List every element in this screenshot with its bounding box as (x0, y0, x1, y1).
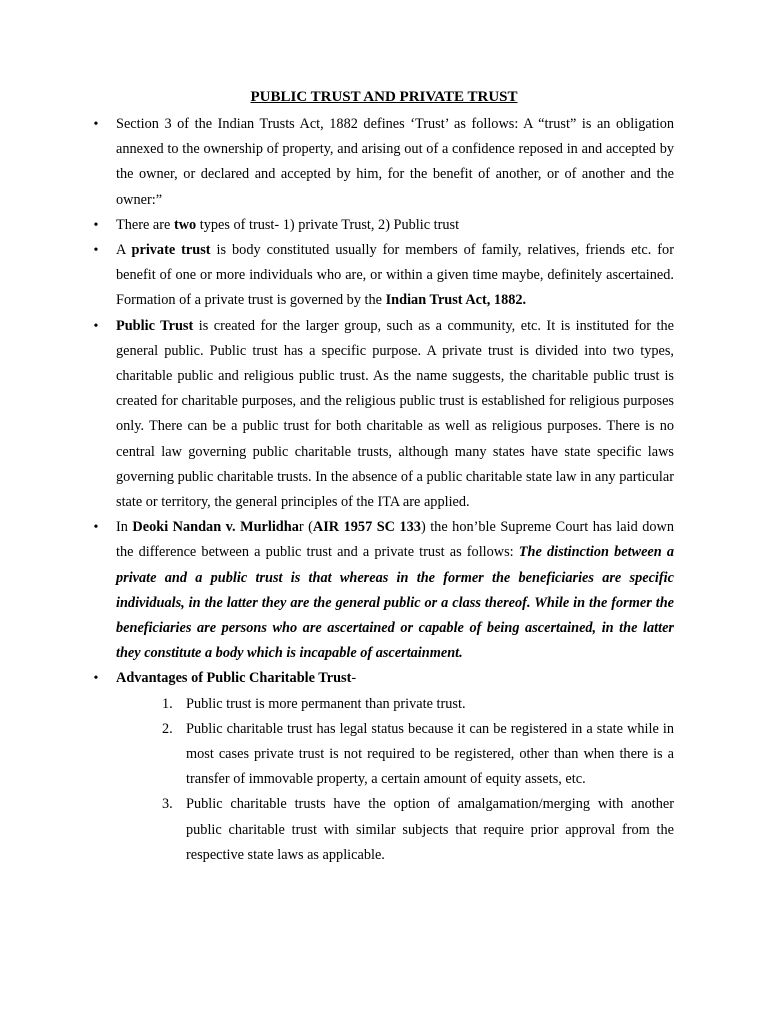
bullet-types (93, 213, 674, 238)
list-number: 3. (162, 796, 173, 813)
private-trust-text: is body constituted usually for members of family, relatives, friends etc. for benefit of one or more individuals who are, or within a given time maybe, definitely ascertained. Formation of a private trust is governed by the (116, 242, 674, 309)
list-item-text: Public charitable trust has legal status because it can be registered in a state while in most cases private trust is not required to be registered, other than when there is a transfer of immovable property, a certain amount of equity assets, etc. (186, 720, 674, 788)
page-title: PUBLIC TRUST AND PRIVATE TRUST (250, 89, 518, 105)
private-trust-term: private trust (131, 242, 211, 259)
bullet-icon: • (93, 217, 99, 233)
indian-trust-act: Indian Trust Act, 1882. (385, 292, 527, 309)
case-citation: AIR 1957 SC 133 (312, 519, 421, 536)
advantages-dash: - (351, 670, 357, 687)
case-pre: In (116, 519, 133, 536)
private-pre: A (116, 242, 132, 259)
bullet-icon: • (93, 671, 99, 687)
list-number: 1. (162, 695, 173, 712)
case-quote: The distinction between a private and a public trust is that whereas in the former the beneficiaries are specific individuals, in the latter they are the general public or a class thereof. While in the former the beneficiaries are persons who are ascertained or capable of being ascertained, in the latter they constitute a body which is incapable of ascertainment. (116, 544, 674, 662)
bullet-icon: • (93, 117, 99, 132)
bullet-case-law (93, 515, 674, 666)
public-trust-text: is created for the larger group, such as a community, etc. It is instituted for the general public. Public trust has a specific purpose. A private trust is divided into two types, charitable public and religious public trust. As the name suggests, the charitable public trust is created for charitable purposes, and the religious public trust is established for religious purposes only. There can be a public trust for both charitable as well as religious purposes. There is no central law governing public charitable trusts, although many states have state specific laws governing public charitable trusts. In the absence of a public charitable state law in any particular state or territory, the general principles of the ITA are applied. (116, 317, 674, 511)
list-item-text: Public trust is more permanent than private trust. (186, 695, 466, 712)
types-pre: There are (116, 216, 174, 233)
list-item (162, 792, 674, 868)
document-body (93, 112, 674, 868)
types-bold: two (173, 216, 197, 233)
list-number: 2. (162, 720, 173, 737)
list-item-text: Public charitable trusts have the option of amalgamation/merging with another public charitable trust with similar subjects that require prior approval from the respective state laws as applicable. (186, 796, 674, 863)
advantages-heading: Advantages of Public Charitable Trust (116, 670, 352, 687)
definition-text: Section 3 of the Indian Trusts Act, 1882 defines ‘Trust’ as follows: A “trust” is an obligation annexed to the ownership of property, and arising out of a confidence reposed in and accepted by the owner, or declared and accepted by him, for the benefit of another, or of another and the owner:” (116, 116, 674, 208)
bullet-icon: • (93, 520, 99, 536)
public-trust-term: Public Trust (116, 317, 194, 334)
bullet-definition (93, 112, 674, 213)
bullet-icon: • (93, 243, 99, 259)
bullet-private-trust (93, 238, 674, 314)
list-item (162, 692, 674, 717)
case-r: r ( (298, 519, 313, 536)
advantages-list (162, 692, 674, 868)
bullet-advantages (93, 666, 674, 691)
list-item (162, 717, 674, 793)
case-text: ) the hon’ble Supreme Court has laid down the difference between a public trust and a private trust as follows: (116, 519, 674, 561)
types-post: types of trust- 1) private Trust, 2) Public trust (196, 216, 460, 233)
case-name: Deoki Nandan v. Murlidha (132, 519, 299, 536)
bullet-icon: • (93, 318, 99, 334)
bullet-public-trust (93, 314, 674, 516)
